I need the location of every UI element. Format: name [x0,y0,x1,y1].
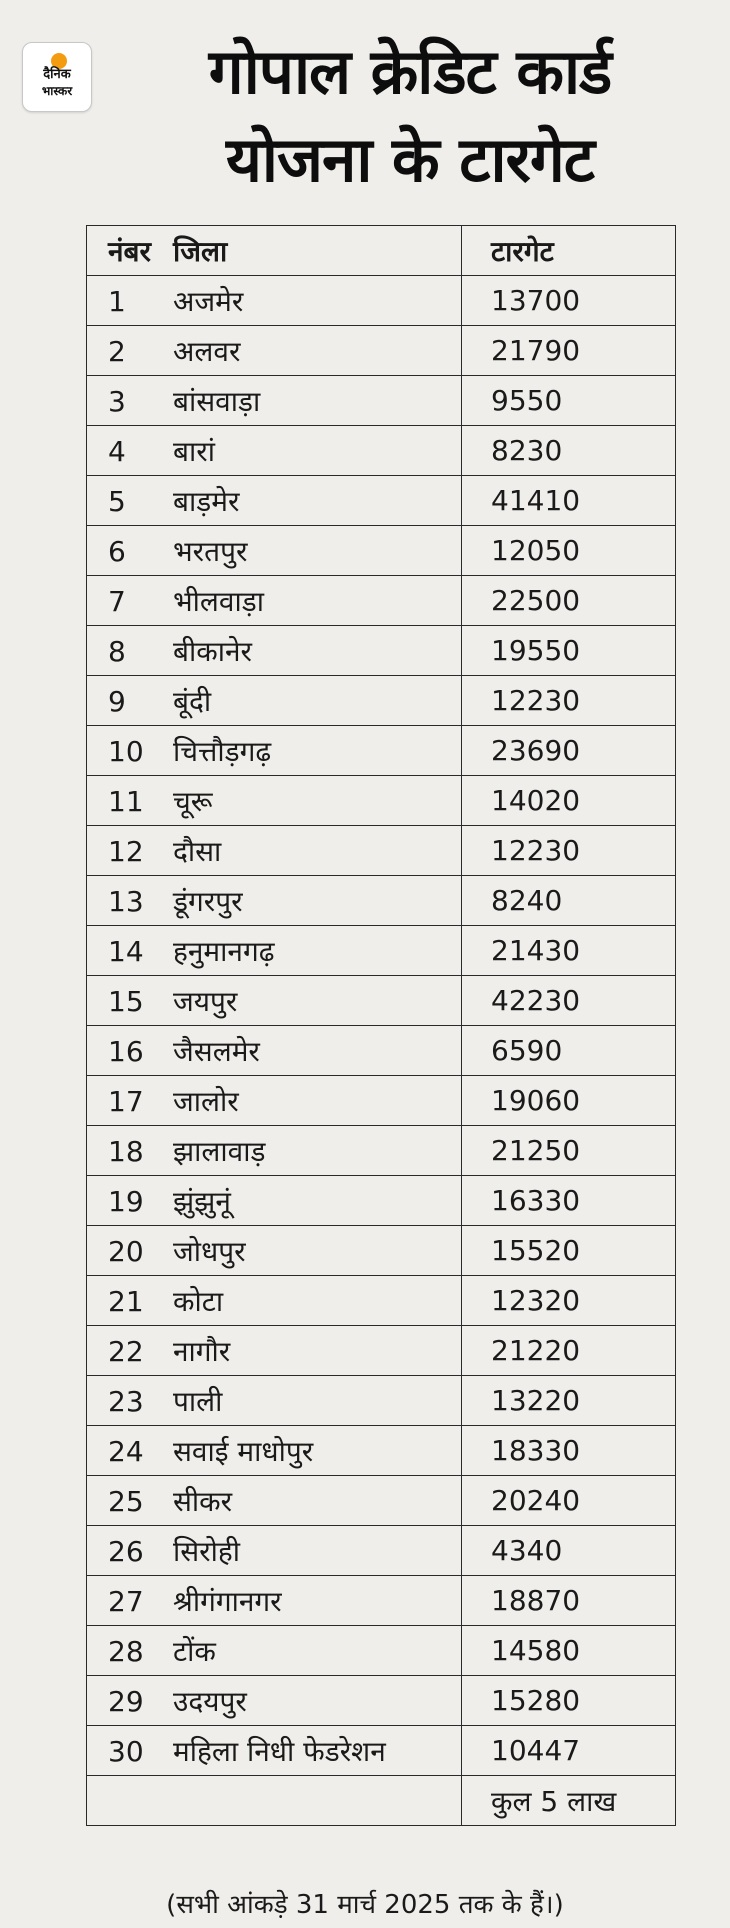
row-number: 19 [108,1184,144,1218]
row-number: 2 [108,334,126,368]
district-name: श्रीगंगानगर [173,1584,282,1618]
district-name: भीलवाड़ा [173,584,264,618]
number-district-cell [87,926,462,976]
number-district-cell [87,576,462,626]
number-district-cell [87,276,462,326]
district-name: टोंक [173,1634,216,1668]
district-name: बाड़मेर [173,484,240,518]
row-number: 14 [108,934,144,968]
target-value: 21250 [462,1126,676,1176]
table-row [87,876,676,926]
table-row [87,376,676,426]
number-district-cell [87,326,462,376]
table-row [87,1326,676,1376]
target-value: 6590 [462,1026,676,1076]
table-row [87,576,676,626]
row-number: 24 [108,1434,144,1468]
district-name: बीकानेर [173,634,252,668]
target-value: 12230 [462,826,676,876]
total-empty-cell [87,1776,462,1826]
target-value: 15520 [462,1226,676,1276]
table-row [87,1126,676,1176]
table-row [87,526,676,576]
number-district-cell [87,1426,462,1476]
table-row [87,1576,676,1626]
district-name: जैसलमेर [173,1034,260,1068]
district-name: बूंदी [173,684,212,718]
row-number: 30 [108,1734,144,1768]
table-row [87,676,676,726]
page-title [110,28,710,204]
table-row [87,976,676,1026]
row-number: 9 [108,684,126,718]
number-district-cell [87,1326,462,1376]
number-district-cell [87,626,462,676]
number-district-cell [87,1376,462,1426]
number-district-cell [87,876,462,926]
target-value: 8240 [462,876,676,926]
row-number: 23 [108,1384,144,1418]
district-name: चित्तौड़गढ़ [173,734,272,768]
header-district: जिला [173,234,228,268]
row-number: 11 [108,784,144,818]
number-district-cell [87,1626,462,1676]
number-district-cell [87,426,462,476]
row-number: 7 [108,584,126,618]
table-row [87,1626,676,1676]
row-number: 17 [108,1084,144,1118]
target-value: 21790 [462,326,676,376]
district-name: जालोर [173,1084,239,1118]
row-number: 12 [108,834,144,868]
table-row [87,1476,676,1526]
targets-table [86,225,676,1826]
dainik-bhaskar-logo [22,42,92,112]
target-value: 19550 [462,626,676,676]
district-name: नागौर [173,1334,231,1368]
district-name: डूंगरपुर [173,884,243,918]
district-name: जयपुर [173,984,238,1018]
row-number: 27 [108,1584,144,1618]
district-name: उदयपुर [173,1684,247,1718]
target-value: 12050 [462,526,676,576]
table-row [87,1676,676,1726]
table-row [87,776,676,826]
row-number: 29 [108,1684,144,1718]
district-name: दौसा [173,834,222,868]
district-name: पाली [173,1384,223,1418]
number-district-cell [87,526,462,576]
table-row [87,1526,676,1576]
number-district-cell [87,376,462,426]
logo-text-line1: दैनिक [43,67,71,82]
number-district-cell [87,1676,462,1726]
number-district-cell [87,826,462,876]
table-row [87,426,676,476]
district-name: अलवर [173,334,241,368]
table-header-row [87,226,676,276]
footnote: (सभी आंकड़े 31 मार्च 2025 तक के हैं।) [166,1890,564,1920]
target-value: 42230 [462,976,676,1026]
row-number: 5 [108,484,126,518]
table-row [87,1376,676,1426]
number-district-cell [87,1126,462,1176]
number-district-cell [87,1076,462,1126]
district-name: सवाई माधोपुर [173,1434,314,1468]
target-value: 8230 [462,426,676,476]
number-district-cell [87,1576,462,1626]
table-body [87,276,676,1826]
target-value: 12320 [462,1276,676,1326]
row-number: 16 [108,1034,144,1068]
table-row [87,326,676,376]
number-district-cell [87,726,462,776]
number-district-cell [87,1026,462,1076]
table-row [87,1076,676,1126]
number-district-cell [87,1476,462,1526]
table-row [87,1276,676,1326]
number-district-cell [87,1226,462,1276]
target-value: 4340 [462,1526,676,1576]
table-row [87,626,676,676]
row-number: 6 [108,534,126,568]
number-district-cell [87,476,462,526]
table-row [87,926,676,976]
number-district-cell [87,1526,462,1576]
table-row [87,1426,676,1476]
row-number: 26 [108,1534,144,1568]
district-name: कोटा [173,1284,224,1318]
district-name: झुंझुनूं [173,1184,231,1218]
total-value: कुल 5 लाख [462,1776,676,1826]
target-value: 9550 [462,376,676,426]
target-value: 18870 [462,1576,676,1626]
target-value: 20240 [462,1476,676,1526]
table-row [87,1026,676,1076]
total-row [87,1776,676,1826]
number-district-cell [87,1726,462,1776]
row-number: 4 [108,434,126,468]
target-value: 15280 [462,1676,676,1726]
target-value: 10447 [462,1726,676,1776]
number-district-cell [87,976,462,1026]
title-line1: गोपाल क्रेडिट कार्ड [208,35,612,108]
title-line2: योजना के टारगेट [225,123,595,196]
district-name: सिरोही [173,1534,241,1568]
table-row [87,826,676,876]
header-cell-number-district [87,226,462,276]
target-value: 14580 [462,1626,676,1676]
table-row [87,1176,676,1226]
table-row [87,1226,676,1276]
target-value: 14020 [462,776,676,826]
district-name: झालावाड़ [173,1134,266,1168]
row-number: 28 [108,1634,144,1668]
target-value: 23690 [462,726,676,776]
row-number: 1 [108,284,126,318]
number-district-cell [87,676,462,726]
row-number: 10 [108,734,144,768]
number-district-cell [87,776,462,826]
district-name: बांसवाड़ा [173,384,261,418]
table-row [87,476,676,526]
header-target: टारगेट [462,226,676,276]
row-number: 25 [108,1484,144,1518]
district-name: महिला निधी फेडरेशन [173,1734,386,1768]
targets-table-container [86,225,644,1826]
target-value: 19060 [462,1076,676,1126]
district-name: बारां [173,434,215,468]
row-number: 13 [108,884,144,918]
district-name: अजमेर [173,284,244,318]
district-name: भरतपुर [173,534,248,568]
number-district-cell [87,1276,462,1326]
target-value: 21430 [462,926,676,976]
target-value: 41410 [462,476,676,526]
row-number: 18 [108,1134,144,1168]
target-value: 16330 [462,1176,676,1226]
logo-text-line2: भास्कर [41,84,73,98]
table-row [87,726,676,776]
target-value: 12230 [462,676,676,726]
row-number: 21 [108,1284,144,1318]
header-number: नंबर [108,234,151,268]
row-number: 15 [108,984,144,1018]
target-value: 18330 [462,1426,676,1476]
district-name: जोधपुर [173,1234,246,1268]
district-name: सीकर [173,1484,233,1518]
target-value: 22500 [462,576,676,626]
row-number: 22 [108,1334,144,1368]
district-name: चूरू [173,784,213,818]
row-number: 20 [108,1234,144,1268]
target-value: 13220 [462,1376,676,1426]
table-row [87,1726,676,1776]
row-number: 3 [108,384,126,418]
number-district-cell [87,1176,462,1226]
district-name: हनुमानगढ़ [173,934,275,968]
target-value: 13700 [462,276,676,326]
table-row [87,276,676,326]
row-number: 8 [108,634,126,668]
target-value: 21220 [462,1326,676,1376]
